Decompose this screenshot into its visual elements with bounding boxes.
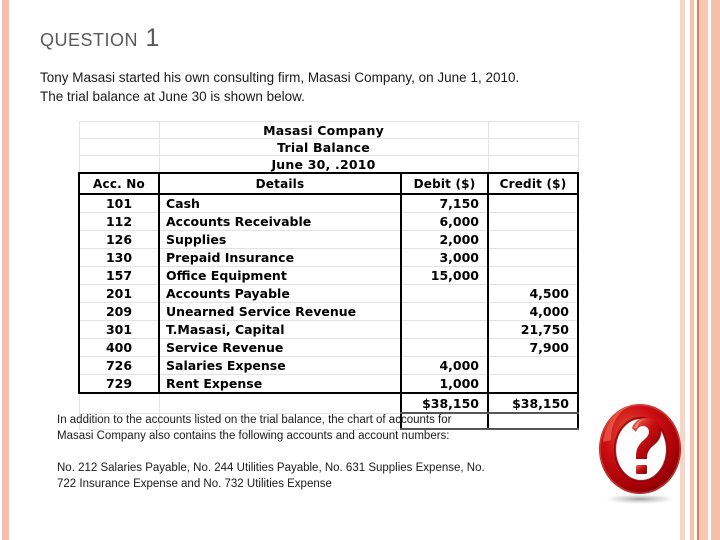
column-header-details: Details xyxy=(159,173,401,194)
intro-line-2: The trial balance at June 30 is shown below. xyxy=(40,89,305,104)
question-mark-icon xyxy=(594,402,686,506)
cell-debit xyxy=(401,303,488,321)
cell-details: T.Masasi, Capital xyxy=(159,321,401,339)
note-line-3: No. 212 Salaries Payable, No. 244 Utilities Payable, No. 631 Supplies Expense, No. xyxy=(57,462,485,474)
cell-credit: 4,000 xyxy=(488,303,578,321)
table-title-row-company xyxy=(79,122,578,139)
cell-details: Rent Expense xyxy=(159,375,401,394)
left-accent-bar xyxy=(2,0,9,540)
right-accent-bar-5 xyxy=(711,0,720,540)
account-numbers-note xyxy=(57,460,485,492)
table-row xyxy=(79,357,578,375)
table-header-row xyxy=(79,173,578,194)
cell-details: Prepaid Insurance xyxy=(159,249,401,267)
cell-details: Service Revenue xyxy=(159,339,401,357)
table-title-row-statement xyxy=(79,139,578,156)
column-header-acc-no: Acc. No xyxy=(79,173,159,194)
cell-credit xyxy=(488,267,578,285)
total-debit-cell: $38,150 xyxy=(401,393,488,413)
right-accent-bar-2 xyxy=(690,0,694,540)
spacer-cell xyxy=(79,139,159,156)
column-header-credit: Credit ($) xyxy=(488,173,578,194)
spacer-cell xyxy=(488,122,578,139)
cell-credit: 4,500 xyxy=(488,285,578,303)
note-line-2: Masasi Company also contains the following accounts and account numbers: xyxy=(57,430,450,442)
cell-credit xyxy=(488,231,578,249)
table-row xyxy=(79,375,578,394)
additional-accounts-note xyxy=(57,412,451,444)
cell-acc-no: 112 xyxy=(79,213,159,231)
spacer-cell xyxy=(79,156,159,174)
note-line-1: In addition to the accounts listed on the trial balance, the chart of accounts for xyxy=(57,414,452,426)
cell-acc-no: 157 xyxy=(79,267,159,285)
cell-debit: 3,000 xyxy=(401,249,488,267)
spacer-cell xyxy=(488,156,578,174)
totals-spacer-cell xyxy=(79,393,159,413)
slide-title: question 1 xyxy=(40,24,160,52)
cell-credit xyxy=(488,194,578,213)
cell-details: Supplies xyxy=(159,231,401,249)
company-name-cell: Masasi Company xyxy=(159,122,488,139)
cell-acc-no: 130 xyxy=(79,249,159,267)
cell-debit xyxy=(401,285,488,303)
table-totals-row xyxy=(79,393,578,413)
totals-spacer-cell xyxy=(159,393,401,413)
table-title-row-date xyxy=(79,156,578,174)
table-row xyxy=(79,267,578,285)
trial-balance-table xyxy=(78,121,579,430)
cell-details: Accounts Payable xyxy=(159,285,401,303)
cell-details: Unearned Service Revenue xyxy=(159,303,401,321)
cell-debit: 2,000 xyxy=(401,231,488,249)
cell-debit: 1,000 xyxy=(401,375,488,394)
cell-acc-no: 729 xyxy=(79,375,159,394)
cell-debit: 7,150 xyxy=(401,194,488,213)
table-row xyxy=(79,285,578,303)
table-row xyxy=(79,321,578,339)
cell-acc-no: 301 xyxy=(79,321,159,339)
right-accent-bar-4 xyxy=(699,0,708,540)
statement-name-cell: Trial Balance xyxy=(159,139,488,156)
trial-balance-table-wrapper xyxy=(78,121,577,430)
total-credit-cell: $38,150 xyxy=(488,393,578,413)
cell-debit xyxy=(401,339,488,357)
table-row xyxy=(79,213,578,231)
table-row xyxy=(79,194,578,213)
column-header-debit: Debit ($) xyxy=(401,173,488,194)
cell-acc-no: 726 xyxy=(79,357,159,375)
intro-line-1: Tony Masasi started his own consulting firm, Masasi Company, on June 1, 2010. xyxy=(40,70,520,85)
cell-credit: 7,900 xyxy=(488,339,578,357)
cell-debit: 6,000 xyxy=(401,213,488,231)
table-row xyxy=(79,303,578,321)
cell-details: Office Equipment xyxy=(159,267,401,285)
footer-spacer-cell xyxy=(488,413,578,429)
cell-acc-no: 400 xyxy=(79,339,159,357)
cell-details: Salaries Expense xyxy=(159,357,401,375)
table-row xyxy=(79,249,578,267)
cell-acc-no: 126 xyxy=(79,231,159,249)
note-line-4: 722 Insurance Expense and No. 732 Utilities Expense xyxy=(57,478,332,490)
cell-credit xyxy=(488,213,578,231)
spacer-cell xyxy=(488,139,578,156)
cell-credit: 21,750 xyxy=(488,321,578,339)
cell-acc-no: 201 xyxy=(79,285,159,303)
cell-acc-no: 209 xyxy=(79,303,159,321)
table-row xyxy=(79,231,578,249)
cell-details: Cash xyxy=(159,194,401,213)
cell-debit: 15,000 xyxy=(401,267,488,285)
cell-credit xyxy=(488,357,578,375)
intro-paragraph xyxy=(40,68,640,106)
table-row xyxy=(79,339,578,357)
spacer-cell xyxy=(79,122,159,139)
cell-debit: 4,000 xyxy=(401,357,488,375)
cell-acc-no: 101 xyxy=(79,194,159,213)
cell-details: Accounts Receivable xyxy=(159,213,401,231)
cell-debit xyxy=(401,321,488,339)
cell-credit xyxy=(488,249,578,267)
cell-credit xyxy=(488,375,578,394)
statement-date-cell: June 30, .2010 xyxy=(159,156,488,174)
